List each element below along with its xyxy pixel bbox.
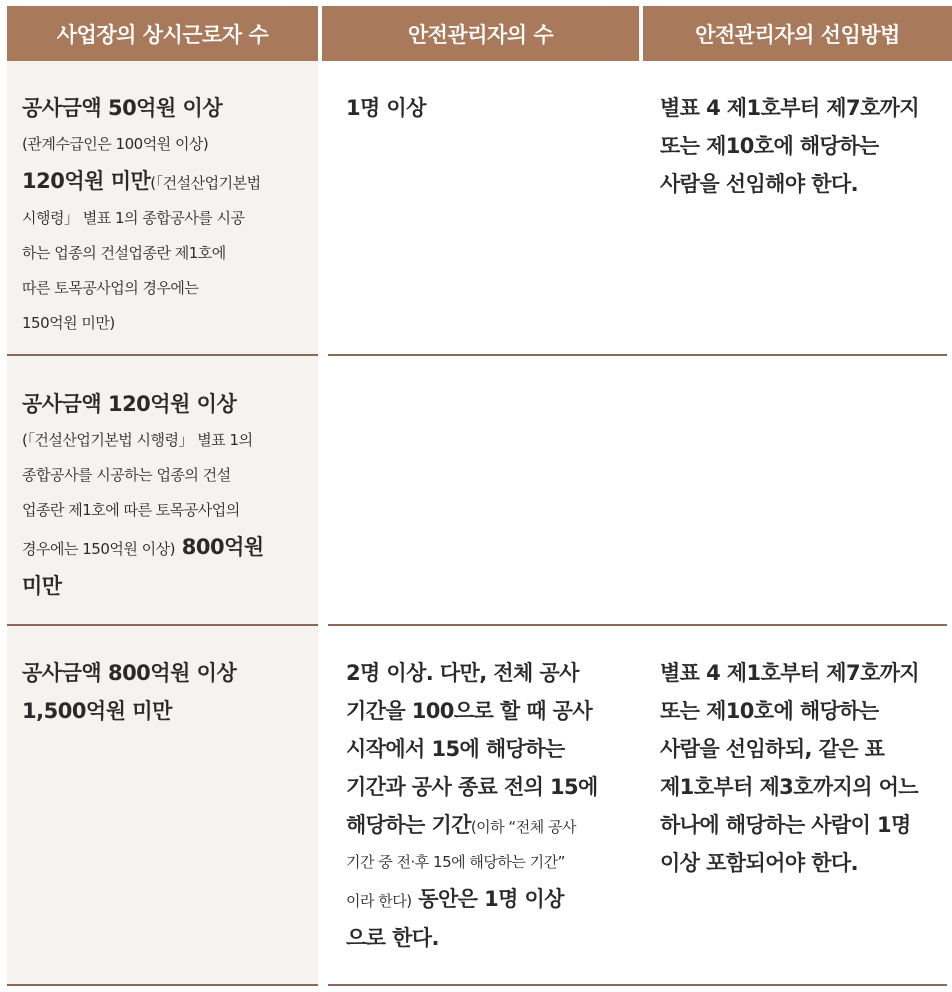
row1-manager-count-cell [346,89,636,127]
row3-method-cell [660,654,948,882]
row-divider [328,354,947,356]
row2-c1-line: 종합공사를 시공하는 업종의 건설 [22,466,231,484]
row1-workers-cell [22,89,312,341]
row-divider [7,354,318,356]
row2-c1-line: (「건설산업기본법 시행령」 별표 1의 [22,431,253,449]
row1-c2-line: 1명 이상 [346,96,426,120]
row1-c1-line: (관계수급인은 100억원 이상) [22,135,209,153]
row2-c1-line: 업종란 제1호에 따른 토목공사업의 [22,501,240,519]
row3-c2-line: 2명 이상. 다만, 전체 공사 [346,661,579,685]
row3-c3-line: 또는 제10호에 해당하는 [660,699,879,723]
row1-c3-line: 또는 제10호에 해당하는 [660,134,879,158]
row-divider [7,624,318,626]
row-divider [7,984,318,986]
row1-c1-line: 따른 토목공사업의 경우에는 [22,279,199,297]
row3-c3-line: 별표 4 제1호부터 제7호까지 [660,661,920,685]
row3-c2-line: 해당하는 기간 [346,813,471,837]
row3-c2-line: 기간과 공사 종료 전의 15에 [346,775,598,799]
row3-c3-line: 이상 포함되어야 한다. [660,851,858,875]
row3-workers-cell [22,654,312,730]
row3-c2-line: 으로 한다. [346,926,439,950]
row2-c1-line: 미만 [22,574,62,598]
row3-c2-line: (이하 “전체 공사 [470,818,576,836]
row1-c1-line: 150억원 미만) [22,314,115,332]
row1-c1-line: 하는 업종의 건설업종란 제1호에 [22,244,226,262]
row1-c1-line: 공사금액 50억원 이상 [22,96,223,120]
row2-workers-cell [22,385,312,605]
row-divider [328,624,947,626]
row3-c2-line: 동안은 1명 이상 [411,887,564,911]
row3-c3-line: 하나에 해당하는 사람이 1명 [660,813,911,837]
row3-c3-line: 제1호부터 제3호까지의 어느 [660,775,918,799]
row3-c1-line: 1,500억원 미만 [22,699,172,723]
row2-c1-line: 800억원 [174,535,264,559]
header-manager-count: 안전관리자의 수 [322,6,639,61]
header-appointment-method: 안전관리자의 선임방법 [643,6,952,61]
row3-c2-line: 기간을 100으로 할 때 공사 [346,699,593,723]
row1-c1-line: 120억원 미만 [22,169,151,193]
row3-c2-line: 이라 한다) [346,892,412,910]
row1-c3-line: 사람을 선임해야 한다. [660,172,858,196]
row3-manager-count-cell [346,654,636,957]
row2-c1-line: 공사금액 120억원 이상 [22,392,237,416]
row3-c3-line: 사람을 선임하되, 같은 표 [660,737,885,761]
row3-c2-line: 기간 중 전·후 15에 해당하는 기간” [346,853,565,871]
row-divider [328,984,947,986]
row1-method-cell [660,89,948,203]
row1-c1-line: (「건설산업기본법 [150,174,261,192]
row3-c1-line: 공사금액 800억원 이상 [22,661,237,685]
row1-c1-line: 시행령」 별표 1의 종합공사를 시공 [22,209,245,227]
header-workers-count: 사업장의 상시근로자 수 [7,6,318,61]
row1-c3-line: 별표 4 제1호부터 제7호까지 [660,96,920,120]
row2-c1-line: 경우에는 150억원 이상) [22,540,175,558]
row3-c2-line: 시작에서 15에 해당하는 [346,737,565,761]
